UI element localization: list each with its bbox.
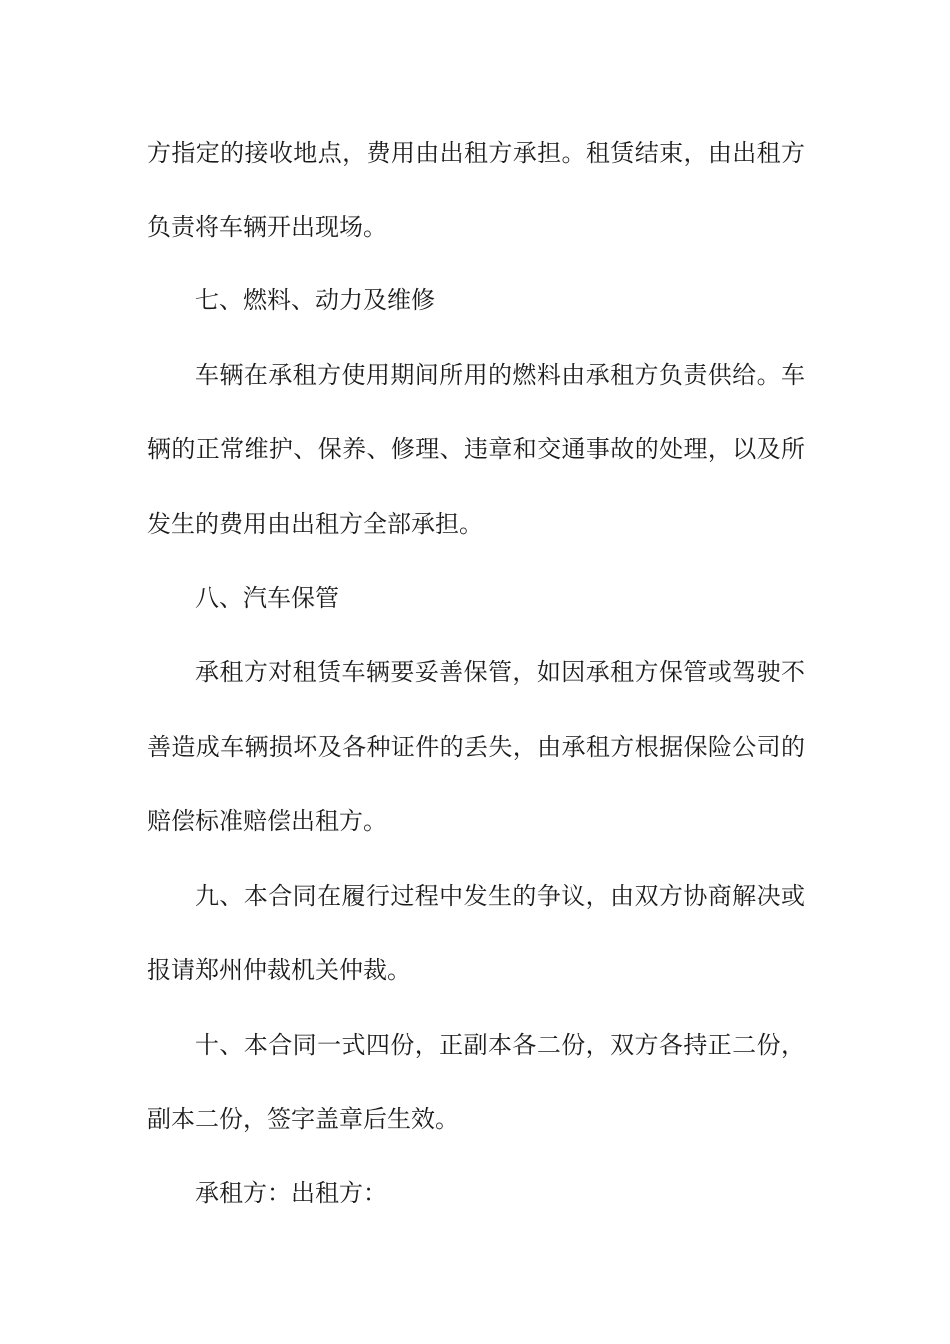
body-text-line: 发生的费用由出租方全部承担。 bbox=[147, 510, 483, 538]
body-text-line: 报请郑州仲裁机关仲裁。 bbox=[147, 956, 411, 984]
body-text-line: 副本二份，签字盖章后生效。 bbox=[147, 1105, 459, 1133]
body-text-line: 承租方对租赁车辆要妥善保管，如因承租方保管或驾驶不 bbox=[195, 658, 805, 686]
body-text-line: 善造成车辆损坏及各种证件的丢失，由承租方根据保险公司的 bbox=[147, 733, 805, 761]
signature-line: 承租方：出租方： bbox=[195, 1179, 387, 1207]
body-text-line: 九、本合同在履行过程中发生的争议，由双方协商解决或 bbox=[195, 882, 805, 910]
section-heading: 七、燃料、动力及维修 bbox=[195, 286, 435, 314]
body-text-line: 十、本合同一式四份，正副本各二份，双方各持正二份， bbox=[195, 1031, 805, 1059]
body-text-line: 赔偿标准赔偿出租方。 bbox=[147, 807, 387, 835]
body-text-line: 辆的正常维护、保养、修理、违章和交通事故的处理，以及所 bbox=[147, 435, 805, 463]
body-text-line: 方指定的接收地点，费用由出租方承担。租赁结束，由出租方 bbox=[147, 139, 805, 167]
body-text-line: 负责将车辆开出现场。 bbox=[147, 213, 387, 241]
section-heading: 八、汽车保管 bbox=[195, 584, 339, 612]
body-text-line: 车辆在承租方使用期间所用的燃料由承租方负责供给。车 bbox=[195, 361, 805, 389]
